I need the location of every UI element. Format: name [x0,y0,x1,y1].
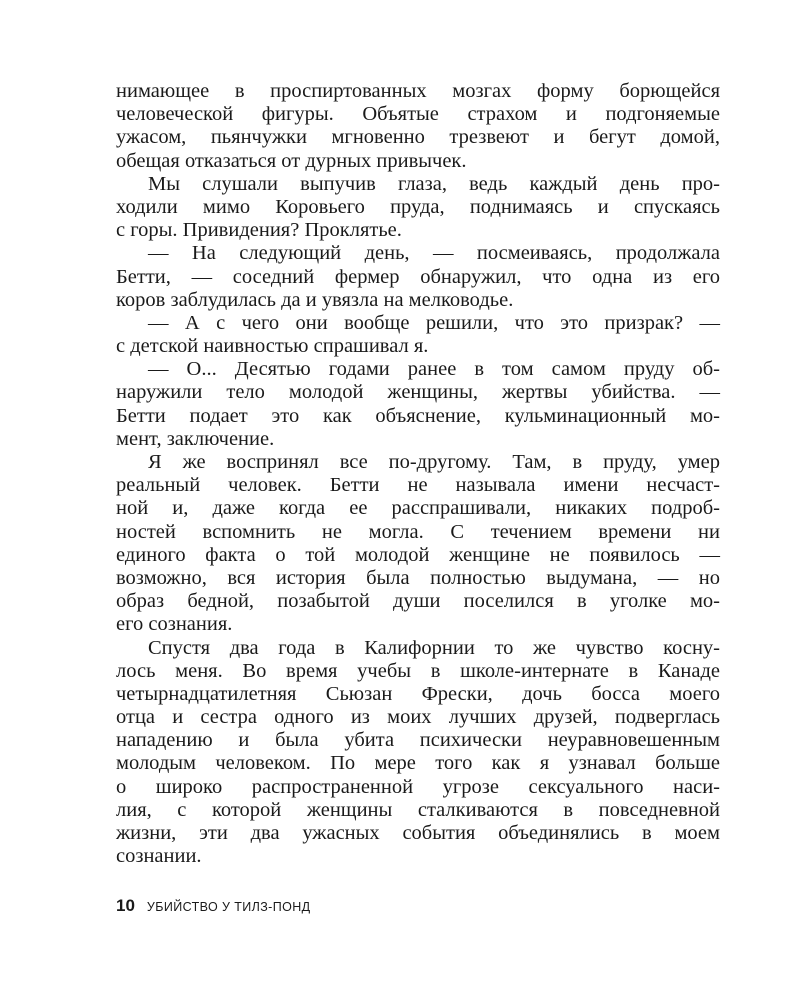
text-line: коров заблудилась да и увязла на мелководье. [116,288,514,311]
text-line: Спустя два года в Калифорнии то же чувство косну- [148,636,720,659]
body-text [116,80,720,868]
text-line: молодым человеком. По мере того как я узнавал больше [116,752,720,775]
running-title: УБИЙСТВО У ТИЛЗ-ПОНД [146,900,311,914]
text-line: образ бедной, позабытой души поселился в уголке мо- [116,590,720,613]
text-line: ужасом, пьянчужки мгновенно трезвеют и бегут домой, [116,126,720,149]
text-line: наружили тело молодой женщины, жертвы убийства. — [116,381,720,404]
page-footer [116,896,311,916]
text-line: лось меня. Во время учебы в школе-интернате в Канаде [116,659,720,682]
text-line: единого факта о той молодой женщине не появилось — [116,543,720,566]
text-line: четырнадцатилетняя Сьюзан Фрески, дочь босса моего [116,682,720,705]
text-line: ностей вспомнить не могла. С течением времени ни [116,520,720,543]
text-line: его сознания. [116,613,233,636]
text-line: возможно, вся история была полностью выдумана, — но [116,566,720,589]
text-line: человеческой фигуры. Объятые страхом и подгоняемые [116,103,720,126]
text-line: реальный человек. Бетти не называла имени несчаст- [116,474,720,497]
text-line: отца и сестра одного из моих лучших друзей, подверглась [116,706,720,729]
text-line: нимающее в проспиртованных мозгах форму борющейся [116,80,720,102]
text-line: сознании. [116,845,202,868]
text-line: Бетти, — соседний фермер обнаружил, что одна из его [116,265,720,288]
text-line: мент, заключение. [116,427,275,450]
text-line: лия, с которой женщины сталкиваются в повседневной [116,798,720,821]
text-line: нападению и была убита психически неуравновешенным [116,729,720,752]
text-line: жизни, эти два ужасных события объединялись в моем [116,822,720,844]
text-line: с детской наивностью спрашивал я. [116,335,429,358]
text-line: Я же воспринял все по-другому. Там, в пруду, умер [148,451,720,473]
text-line: ной и, даже когда ее расспрашивали, никаких подроб- [116,497,720,520]
text-line: Бетти подает это как объяснение, кульминационный мо- [116,404,720,427]
text-line: — На следующий день, — посмеиваясь, продолжала [148,242,720,265]
text-line: Мы слушали выпучив глаза, ведь каждый день про- [148,172,720,195]
page-number: 10 [116,896,135,915]
text-line: — А с чего они вообще решили, что это призрак? — [148,311,720,334]
text-line: ходили мимо Коровьего пруда, поднимаясь и спускаясь [116,195,720,218]
text-line: — О... Десятью годами ранее в том самом пруду об- [148,358,720,381]
text-line: с горы. Привидения? Проклятье. [116,219,402,242]
text-line: о широко распространенной угрозе сексуального наси- [116,775,720,798]
text-line: обещая отказаться от дурных привычек. [116,149,467,172]
